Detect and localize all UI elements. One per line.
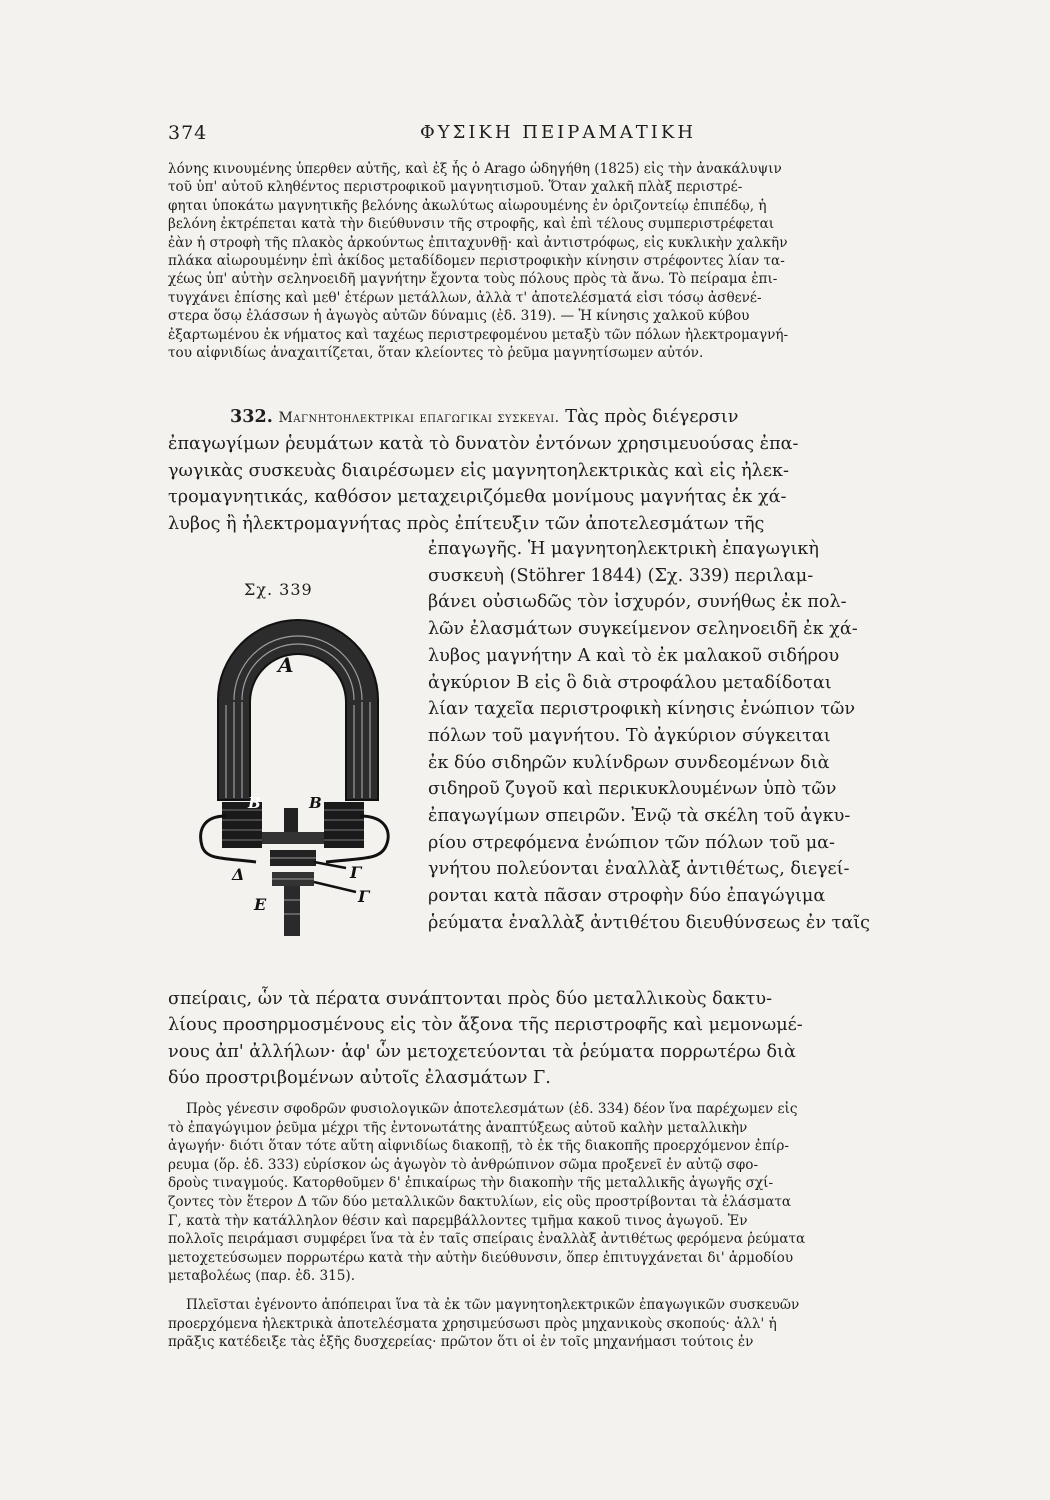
text-line: λίους προσηρμοσμένους εἰς τὸν ἄξονα τῆς περιστροφῆς καὶ μεμονωμέ- — [168, 1015, 803, 1036]
text-line: γνήτου πολεύονται ἐναλλὰξ ἀντιθέτως, διεγεί- — [428, 859, 850, 880]
small-print-notes — [168, 1100, 950, 1352]
section-332 — [168, 404, 948, 537]
text-line: ἐὰν ἡ στροφὴ τῆς πλακὸς ἀρκούντως ἐπιταχυνθῇ· καὶ ἀντιστρόφως, εἰς κυκλικὴν χαλκῆν — [168, 234, 788, 251]
text-line: λόνης κινουμένης ὑπερθεν αὐτῆς, καὶ ἐξ ἧς ὁ Arago ὡδηγήθη (1825) εἰς τὴν ἀνακάλυψιν — [168, 161, 782, 177]
text-line: τυγχάνει ἐπίσης καὶ μεθ' ἑτέρων μετάλλων, ἀλλὰ τ' ἀποτελέσματά εἰσι τόσῳ ἀσθενέ- — [168, 289, 762, 306]
text-line: δροὺς τιναγμούς. Κατορθοῦμεν δ' ἐπικαίρως τὴν διακοπὴν τῆς μεταλλικῆς ἀγωγῆς σχί- — [168, 1175, 774, 1192]
text-line: ρονται κατὰ πᾶσαν στροφὴν δύο ἐπαγώγιμα — [428, 886, 826, 907]
text-line: ἀγκύριον Β εἰς ὃ διὰ στροφάλου μεταδίδοται — [428, 672, 832, 693]
yoke — [262, 832, 324, 844]
text-line: ρίου στρεφόμενα ἐνώπιον τῶν πόλων τοῦ μα- — [428, 832, 835, 853]
text-line: συσκευὴ (Stöhrer 1844) (Σχ. 339) περιλαμ- — [428, 565, 814, 586]
text-line: νους ἀπ' ἀλλήλων· ἀφ' ὧν μετοχετεύονται τὰ ῥεύματα πορρωτέρω διὰ — [168, 1041, 796, 1062]
text-line: χέως ὑπ' αὐτὴν σεληνοειδῆ μαγνήτην ἔχοντα τοὺς πόλους πρὸς τὰ ἄνω. Τὸ πείραμα ἐπι- — [168, 271, 778, 288]
text-line: λῶν ἐλασμάτων συγκείμενον σεληνοειδῆ ἐκ χά- — [428, 619, 858, 640]
label-spring-lower: Γ — [358, 887, 370, 906]
label-armature-left: Β — [248, 794, 261, 812]
text-line: λυβος ἢ ἠλεκτρομαγνήτας πρὸς ἐπίτευξιν τῶν ἀποτελεσμάτων τῆς — [168, 513, 765, 534]
text-line: ἀγωγήν· διότι ὅταν τότε αὕτη αἰφνιδίως διακοπῇ, τὸ ἐκ τῆς διακοπῆς προερχόμενον ἐπίρ- — [168, 1138, 789, 1155]
text-line: ζοντες τὸν ἕτερον Δ τῶν δύο μεταλλικῶν δακτυλίων, εἰς οὓς προστρίβονται τὰ ἐλάσματα — [168, 1193, 792, 1210]
text-line: Πρὸς γένεσιν σφοδρῶν φυσιολογικῶν ἀποτελεσμάτων (ἐδ. 334) δέον ἵνα παρέχωμεν εἰς — [186, 1101, 798, 1117]
section-first-line — [168, 404, 948, 431]
text-line: πρᾶξις κατέδειξε τὰς ἑξῆς δυσχερείας· πρῶτον ὅτι οἱ ἐν τοῖς μηχανήμασι τούτοις ἐν — [168, 1334, 754, 1351]
text-line: ἐπαγωγῆς. Ἡ μαγνητοηλεκτρικὴ ἐπαγωγικὴ — [428, 539, 819, 559]
page-number: 374 — [168, 122, 208, 144]
text-line: βελόνη ἐκτρέπεται κατὰ τὴν διεύθυνσιν τῆς στροφῆς, καὶ ἐπὶ τέλους συμπεριστρέφεται — [168, 216, 775, 233]
text-line: Γ, κατὰ τὴν κατάλληλον θέσιν καὶ παρεμβάλλοντες τμῆμα κακοῦ τινος ἀγωγοῦ. Ἐν — [168, 1212, 748, 1229]
figure-caption: Σχ. 339 — [244, 580, 313, 599]
label-spring-upper: Γ — [350, 863, 362, 882]
spring-lower — [314, 882, 356, 892]
text-line: ἐξαρτωμένου ἐκ νήματος καὶ ταχέως περιστρεφομένου μεταξὺ τῶν πόλων ἠλεκτρομαγνή- — [168, 326, 789, 343]
text-line: ἐπαγωγίμων σπειρῶν. Ἐνῷ τὰ σκέλη τοῦ ἀγκυ- — [428, 806, 851, 827]
text-line: τὸ ἐπαγώγιμον ῥεῦμα μέχρι τῆς ἐντονωτάτης ἀναπτύξεως αὐτοῦ καλὴν μεταλλικὴν — [168, 1119, 748, 1136]
armature-coil-right — [324, 802, 364, 848]
section-heading: Μαγνητοηλεκτρικαι επαγωγικαι συσκευαι. — [278, 410, 560, 426]
text-line: λυβος μαγνήτην Α καὶ τὸ ἐκ μαλακοῦ σιδήρου — [428, 645, 840, 666]
label-ring: Δ — [232, 865, 245, 884]
section-number: 332. — [230, 406, 273, 427]
text-line: μεταβολέως (παρ. ἐδ. 315). — [168, 1268, 356, 1285]
text-line: γωγικὰς συσκευὰς διαιρέσωμεν εἰς μαγνητοηλεκτρικὰς καὶ εἰς ἠλεκ- — [168, 460, 789, 481]
text-line: Πλεῖσται ἐγένοντο ἀπόπειραι ἵνα τὰ ἐκ τῶν μαγνητοηλεκτρικῶν ἐπαγωγικῶν συσκευῶν — [186, 1296, 800, 1313]
text-line: στερα ὅσῳ ἐλάσσων ἡ ἀγωγὸς αὐτῶν δύναμις (ἐδ. 319). — Ἡ κίνησις χαλκοῦ κύβου — [168, 308, 750, 325]
label-armature-right: Β — [309, 794, 322, 812]
figure-wrap-text — [428, 536, 948, 937]
text-line: πολλοῖς πειράμασι συμφέρει ἵνα τὰ ἐν ταῖς σπείραις ἐναλλὰξ ἀντιθέτως φερόμενα ῥεύματα — [168, 1231, 806, 1248]
label-magnet: Α — [278, 653, 294, 677]
text-line: δύο προστριβομένων αὐτοῖς ἐλασμάτων Γ. — [168, 1068, 551, 1089]
text-line: σιδηροῦ ζυγοῦ καὶ περικυκλουμένων ὑπὸ τῶν — [428, 779, 837, 800]
axle-shaft — [284, 886, 300, 936]
section-first-line-text: Τὰς πρὸς διέγερσιν — [565, 407, 739, 427]
text-line: σπείραις, ὧν τὰ πέρατα συνάπτονται πρὸς δύο μεταλλικοὺς δακτυ- — [168, 989, 773, 1009]
section-continuation — [168, 986, 948, 1092]
magneto-electric-apparatus-figure — [196, 610, 416, 950]
label-axle: Ε — [254, 895, 267, 914]
text-line: βάνει οὐσιωδῶς τὸν ἰσχυρόν, συνήθως ἐκ πολ- — [428, 592, 847, 613]
paragraph-gap — [168, 1286, 950, 1296]
axle-top — [284, 808, 298, 834]
text-line: τρομαγνητικάς, καθόσον μεταχειριζόμεθα μονίμους μαγνήτας ἐκ χά- — [168, 487, 787, 508]
text-line: ρευμα (ὅρ. ἐδ. 333) εὑρίσκον ὡς ἀγωγὸν τὸ ἀνθρώπινον σῶμα προξενεῖ ἐν αὐτῷ σφο- — [168, 1156, 759, 1173]
text-line: προερχόμενα ἠλεκτρικὰ ἀποτελέσματα χρησιμεύσωσι πρὸς μηχανικοὺς σκοπούς· ἀλλ' ἡ — [168, 1315, 777, 1332]
text-line: ἐπαγωγίμων ῥευμάτων κατὰ τὸ δυνατὸν ἐντόνων χρησιμευούσας ἐπα- — [168, 434, 799, 455]
text-line: μετοχετεύσωμεν πορρωτέρω κατὰ τὴν αὐτὴν διεύθυνσιν, ὅπερ ἐπιτυγχάνεται δι' ἁρμοδίου — [168, 1249, 794, 1266]
text-line: τοῦ ὑπ' αὐτοῦ κληθέντος περιστροφικοῦ μαγνητισμοῦ. Ὅταν χαλκῆ πλὰξ περιστρέ- — [168, 179, 743, 196]
running-title: ΦΥΣΙΚΗ ΠΕΙΡΑΜΑΤΙΚΗ — [419, 122, 697, 143]
page-header — [168, 122, 948, 146]
text-line: λίαν ταχεῖα περιστροφικὴ κίνησις ἐνώπιον τῶν — [428, 699, 856, 720]
text-line: πλάκα αἰωρουμένην ἐπὶ ἀκίδος μεταδίδομεν περιστροφικὴν κίνησιν στρέφοντες λίαν τα- — [168, 253, 785, 270]
text-line: φηται ὑποκάτω μαγνητικῆς βελόνης ἀκωλύτως αἰωρουμένης ἐν ὁριζοντείῳ ἐπιπέδῳ, ἡ — [168, 197, 767, 214]
text-line: του αἰφνιδίως ἀναχαιτίζεται, ὅταν κλείοντες τὸ ῥεῦμα μαγνητίσωμεν αὐτόν. — [168, 345, 704, 362]
text-line: ἐκ δύο σιδηρῶν κυλίνδρων συνδεομένων διὰ — [428, 752, 830, 773]
intro-paragraph — [168, 160, 950, 362]
text-line: πόλων τοῦ μαγνήτου. Τὸ ἀγκύριον σύγκειται — [428, 725, 831, 746]
text-line: ῥεύματα ἐναλλὰξ ἀντιθέτου διευθύνσεως ἐν ταῖς — [428, 912, 870, 933]
